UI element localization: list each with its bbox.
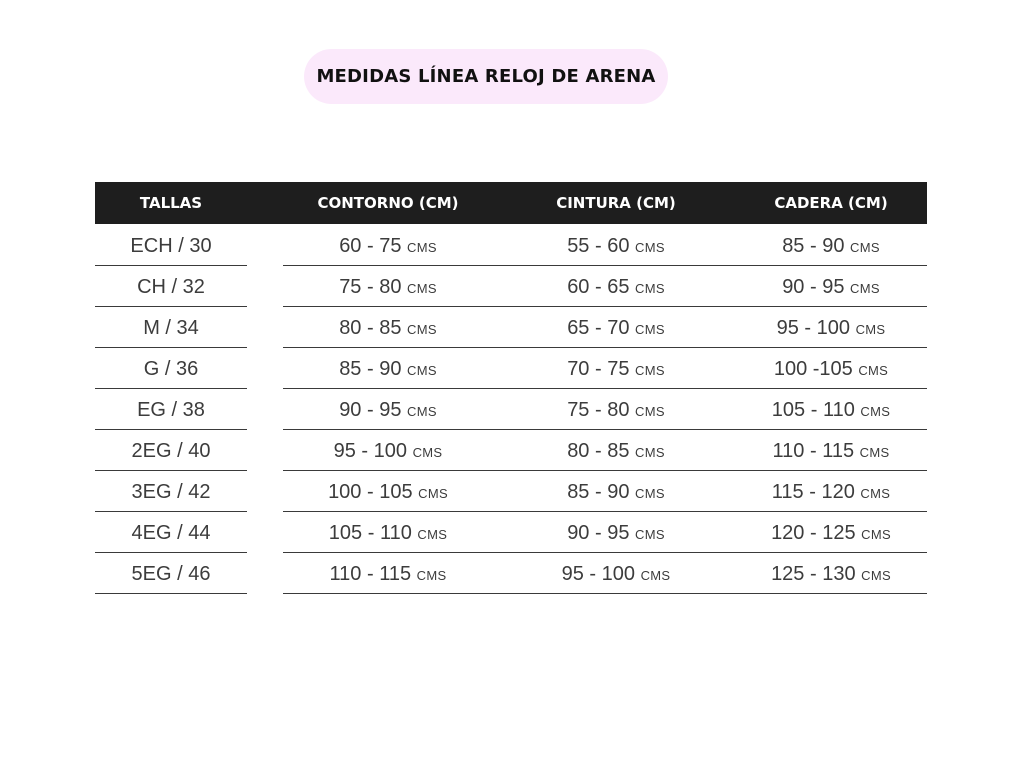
talla-cell (95, 225, 247, 265)
contorno-cell-unit: CMS (407, 281, 437, 296)
cintura-cell-unit: CMS (635, 404, 665, 419)
talla-cell (95, 471, 247, 511)
talla-cell (95, 389, 247, 429)
talla-cell-value: EG / 38 (137, 399, 205, 421)
talla-cell (95, 430, 247, 470)
cintura-cell-unit: CMS (635, 240, 665, 255)
contorno-cell (283, 430, 493, 470)
contorno-cell-unit: CMS (407, 322, 437, 337)
talla-cell-value: G / 36 (143, 358, 199, 380)
row-divider-right (283, 593, 927, 594)
cintura-cell-unit: CMS (635, 281, 665, 296)
cintura-cell-unit: CMS (635, 445, 665, 460)
talla-cell (95, 266, 247, 306)
cintura-cell (505, 471, 727, 511)
contorno-cell (283, 553, 493, 593)
row-divider-left (95, 593, 247, 594)
contorno-cell (283, 225, 493, 265)
page-title: MEDIDAS LÍNEA RELOJ DE ARENA (316, 66, 656, 87)
cadera-cell-value: 90 - 95 (782, 276, 845, 298)
cintura-cell-value: 95 - 100 (561, 563, 636, 585)
contorno-cell-value: 60 - 75 (339, 235, 402, 257)
table-row (0, 430, 1024, 471)
cadera-cell-unit: CMS (860, 404, 891, 419)
table-row (0, 553, 1024, 594)
cadera-cell-unit: CMS (850, 240, 880, 255)
cintura-cell-unit: CMS (635, 363, 665, 378)
table-row (0, 225, 1024, 266)
cadera-cell-unit: CMS (850, 281, 880, 296)
cadera-cell-value: 85 - 90 (782, 235, 845, 257)
header-cintura: CINTURA (CM) (556, 194, 676, 212)
table-header (95, 182, 927, 224)
talla-cell-value: 2EG / 40 (131, 440, 211, 462)
table-row (0, 512, 1024, 553)
table-row (0, 307, 1024, 348)
cintura-cell-unit: CMS (635, 486, 665, 501)
talla-cell (95, 512, 247, 552)
talla-cell-value: 4EG / 44 (131, 522, 211, 544)
cadera-cell (735, 389, 927, 429)
table-row (0, 471, 1024, 512)
contorno-cell-unit: CMS (407, 240, 437, 255)
cadera-cell-unit: CMS (860, 486, 891, 501)
cadera-cell-unit: CMS (861, 527, 891, 542)
cintura-cell-value: 90 - 95 (567, 522, 630, 544)
cadera-cell (735, 348, 927, 388)
contorno-cell-unit: CMS (417, 527, 448, 542)
contorno-cell-value: 90 - 95 (339, 399, 402, 421)
cintura-cell-unit: CMS (640, 568, 671, 583)
contorno-cell-unit: CMS (416, 568, 447, 583)
contorno-cell-value: 110 - 115 (329, 563, 412, 585)
talla-cell (95, 307, 247, 347)
table-row (0, 389, 1024, 430)
cintura-cell (505, 553, 727, 593)
cadera-cell-value: 125 - 130 (771, 563, 856, 585)
cadera-cell (735, 225, 927, 265)
cadera-cell (735, 266, 927, 306)
cadera-cell (735, 553, 927, 593)
cadera-cell-value: 120 - 125 (771, 522, 856, 544)
cintura-cell-value: 60 - 65 (567, 276, 630, 298)
contorno-cell-value: 95 - 100 (333, 440, 408, 462)
talla-cell-value: ECH / 30 (130, 235, 212, 257)
table-row (0, 266, 1024, 307)
cadera-cell-value: 105 - 110 (771, 399, 855, 421)
talla-cell-value: M / 34 (143, 317, 199, 339)
contorno-cell (283, 307, 493, 347)
contorno-cell-unit: CMS (418, 486, 448, 501)
cadera-cell (735, 512, 927, 552)
cintura-cell (505, 348, 727, 388)
talla-cell-value: 5EG / 46 (131, 563, 211, 585)
cadera-cell (735, 430, 927, 470)
cintura-cell (505, 225, 727, 265)
contorno-cell-value: 85 - 90 (339, 358, 402, 380)
cintura-cell-value: 65 - 70 (567, 317, 630, 339)
size-table-body (0, 225, 1024, 594)
contorno-cell (283, 512, 493, 552)
cintura-cell-value: 55 - 60 (567, 235, 630, 257)
talla-cell (95, 348, 247, 388)
cintura-cell-value: 85 - 90 (567, 481, 630, 503)
cadera-cell-value: 110 - 115 (772, 440, 855, 462)
header-contorno: CONTORNO (CM) (317, 194, 459, 212)
contorno-cell (283, 471, 493, 511)
cintura-cell (505, 389, 727, 429)
cadera-cell-value: 100 -105 (773, 358, 853, 380)
cintura-cell (505, 307, 727, 347)
cadera-cell (735, 471, 927, 511)
cintura-cell-value: 80 - 85 (567, 440, 630, 462)
contorno-cell-unit: CMS (412, 445, 443, 460)
contorno-cell-value: 105 - 110 (328, 522, 412, 544)
cintura-cell-value: 75 - 80 (567, 399, 630, 421)
cadera-cell-unit: CMS (855, 322, 886, 337)
title-pill (304, 49, 668, 104)
cadera-cell-unit: CMS (859, 445, 890, 460)
cintura-cell-unit: CMS (635, 527, 665, 542)
header-tallas: TALLAS (139, 194, 203, 212)
contorno-cell (283, 266, 493, 306)
cintura-cell (505, 512, 727, 552)
cadera-cell-value: 95 - 100 (776, 317, 851, 339)
cadera-cell (735, 307, 927, 347)
talla-cell (95, 553, 247, 593)
cadera-cell-value: 115 - 120 (771, 481, 855, 503)
talla-cell-value: CH / 32 (137, 276, 205, 298)
contorno-cell-unit: CMS (407, 404, 437, 419)
contorno-cell-unit: CMS (407, 363, 437, 378)
contorno-cell (283, 348, 493, 388)
table-row (0, 348, 1024, 389)
cintura-cell (505, 430, 727, 470)
cintura-cell-unit: CMS (635, 322, 665, 337)
header-cadera: CADERA (CM) (774, 194, 888, 212)
cadera-cell-unit: CMS (858, 363, 889, 378)
cadera-cell-unit: CMS (861, 568, 891, 583)
contorno-cell-value: 80 - 85 (339, 317, 402, 339)
contorno-cell-value: 75 - 80 (339, 276, 402, 298)
cintura-cell (505, 266, 727, 306)
cintura-cell-value: 70 - 75 (567, 358, 630, 380)
contorno-cell (283, 389, 493, 429)
contorno-cell-value: 100 - 105 (328, 481, 413, 503)
talla-cell-value: 3EG / 42 (131, 481, 211, 503)
